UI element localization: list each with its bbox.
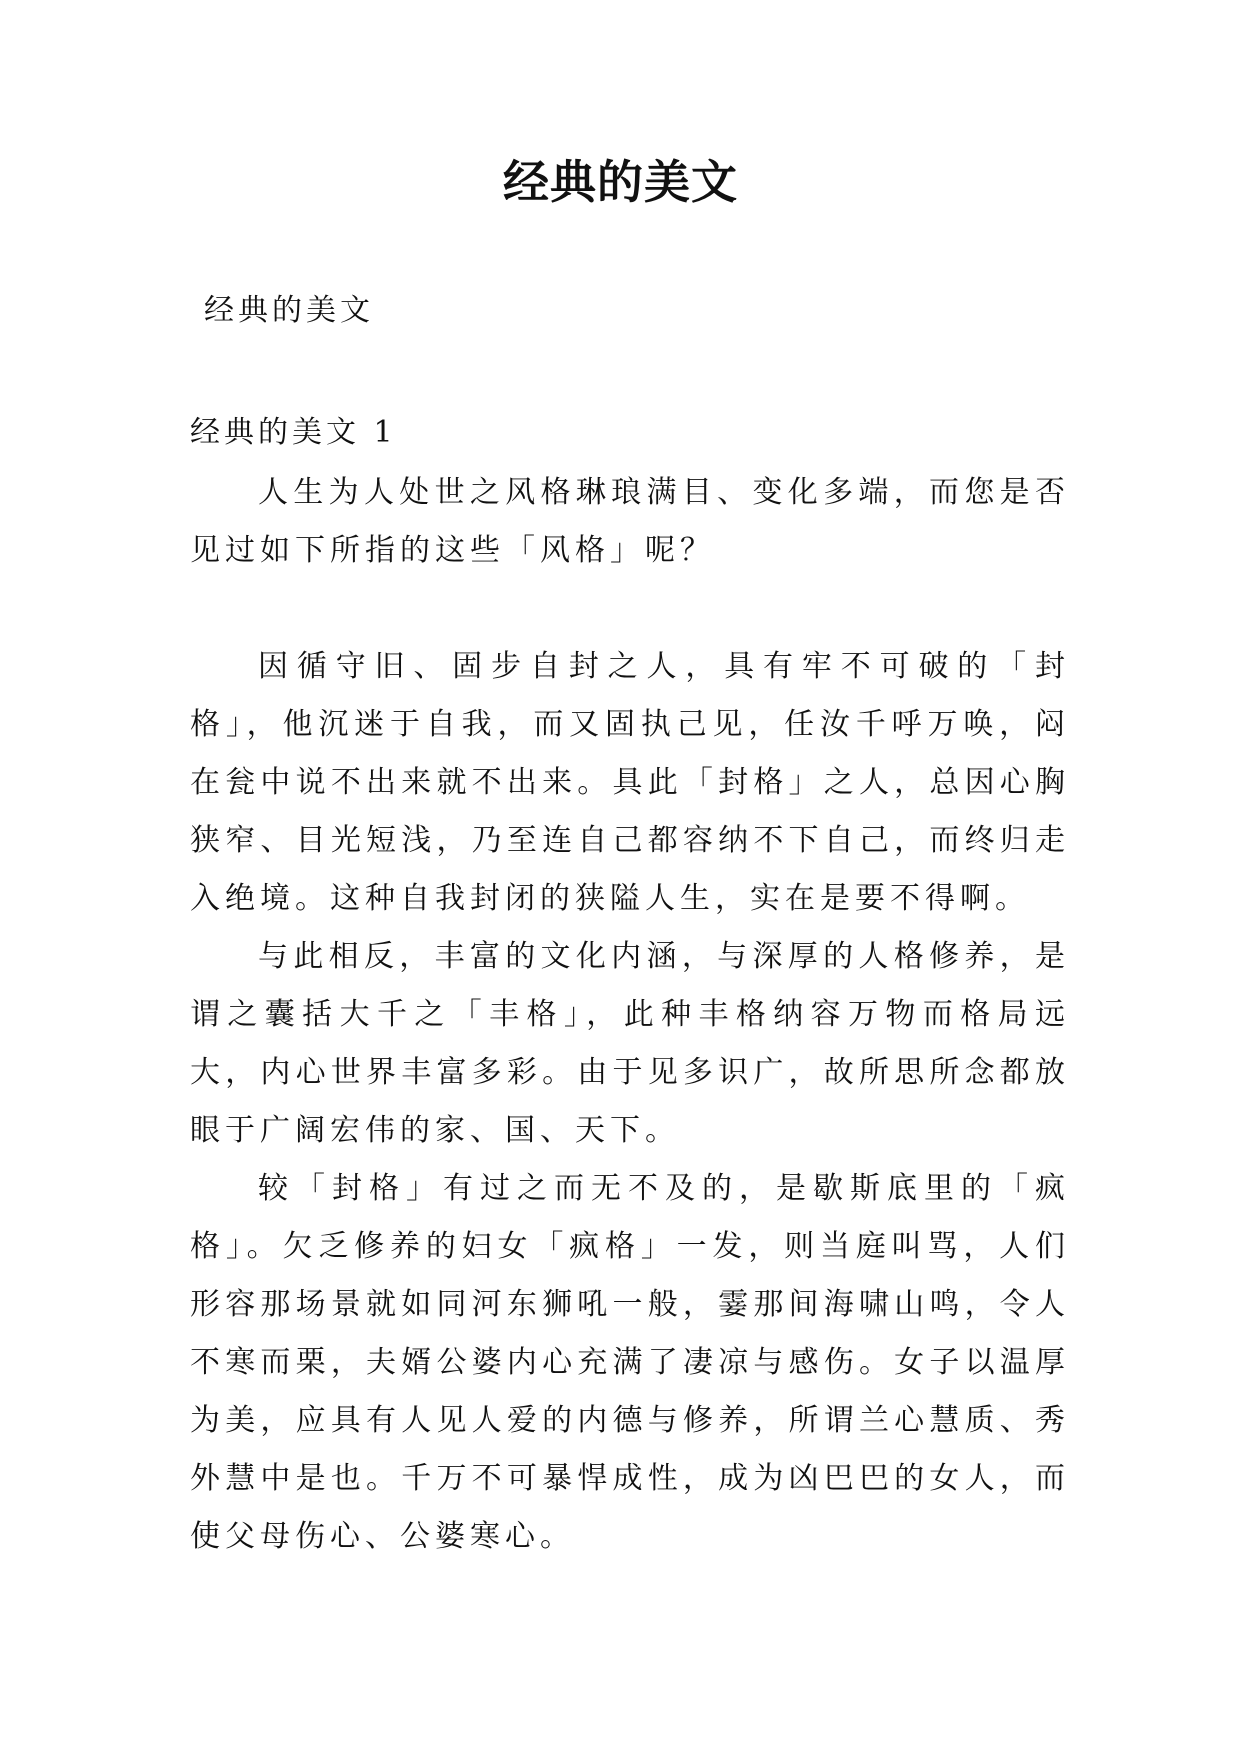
paragraph-3: 与此相反，丰富的文化内涵，与深厚的人格修养，是谓之囊括大千之「丰格」，此种丰格纳容万物而格局远大，内心世界丰富多彩。由于见多识广，故所思所念都放眼于广阔宏伟的家、国、天下。 — [190, 939, 1070, 1148]
document-subtitle: 经典的美文 — [204, 293, 374, 328]
document-body — [190, 464, 1070, 1566]
paragraph-4: 较「封格」有过之而无不及的，是歇斯底里的「疯格」。欠乏修养的妇女「疯格」一发，则当庭叫骂，人们形容那场景就如同河东狮吼一般，霎那间海啸山鸣，令人不寒而栗，夫婿公婆内心充满了凄凉与感伤。女子以温厚为美，应具有人见人爱的内德与修养，所谓兰心慧质、秀外慧中是也。千万不可暴悍成性，成为凶巴巴的女人，而使父母伤心、公婆寒心。 — [190, 1171, 1070, 1554]
document-title: 经典的美文 — [503, 155, 738, 209]
section-heading: 经典的美文 1 — [190, 415, 397, 450]
paragraph-1: 人生为人处世之风格琳琅满目、变化多端，而您是否见过如下所指的这些「风格」呢？ — [190, 475, 1070, 568]
paragraph-2: 因循守旧、固步自封之人，具有牢不可破的「封格」，他沉迷于自我，而又固执己见，任汝千呼万唤，闷在瓮中说不出来就不出来。具此「封格」之人，总因心胸狭窄、目光短浅，乃至连自己都容纳不下自己，而终归走入绝境。这种自我封闭的狭隘人生，实在是要不得啊。 — [190, 649, 1070, 916]
paragraph-gap — [190, 580, 1070, 638]
